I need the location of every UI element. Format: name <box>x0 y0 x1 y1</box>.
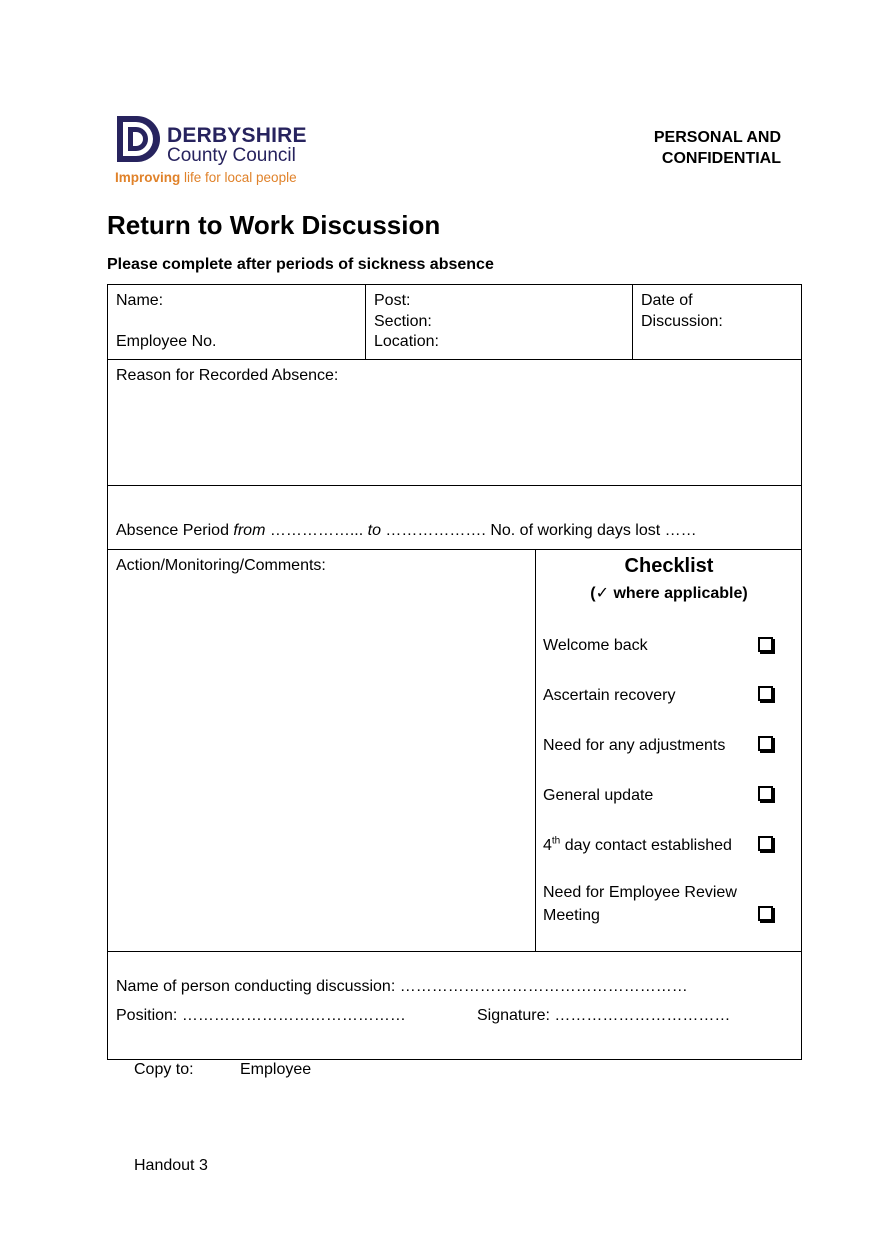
item5-rest: day contact established <box>560 837 732 854</box>
checklist-item-ascertain-recovery: Ascertain recovery <box>543 687 676 704</box>
item6-line2: Meeting <box>543 907 600 924</box>
page-title: Return to Work Discussion <box>107 210 441 240</box>
checkbox-ascertain-recovery[interactable] <box>758 686 773 701</box>
checkbox-welcome-back[interactable] <box>758 637 773 652</box>
council-logo-mark <box>115 114 165 169</box>
post-field[interactable]: Post: <box>374 292 411 309</box>
item5-sup: th <box>551 835 561 847</box>
return-to-work-form <box>107 284 802 1060</box>
row-divider <box>108 549 801 550</box>
checkbox-general-update[interactable] <box>758 786 773 801</box>
location-field[interactable]: Location: <box>374 333 439 350</box>
page-subtitle: Please complete after periods of sickness absence <box>107 256 494 273</box>
absence-dots-2: ………………. No. of working days lost …… <box>380 522 697 539</box>
section-field[interactable]: Section: <box>374 313 432 330</box>
column-divider <box>632 285 633 359</box>
employee-no-field[interactable]: Employee No. <box>116 333 217 350</box>
item6-line1: Need for Employee Review <box>543 884 737 901</box>
confidential-notice <box>654 127 781 169</box>
checkbox-4th-day-contact[interactable] <box>758 836 773 851</box>
confidential-line-2: CONFIDENTIAL <box>661 150 781 167</box>
date-label-line1: Date of <box>641 292 693 309</box>
item5-number: 4 <box>543 837 552 854</box>
absence-to: to <box>367 522 381 539</box>
checklist-item-adjustments: Need for any adjustments <box>543 737 726 754</box>
reason-for-absence-field[interactable]: Reason for Recorded Absence: <box>116 367 339 384</box>
checklist-title: Checklist <box>624 555 714 577</box>
confidential-line-1: PERSONAL AND <box>653 129 781 146</box>
checklist-item-4th-day-contact <box>543 834 732 857</box>
row-divider <box>108 951 801 952</box>
logo-tagline-rest: life for local people <box>180 170 297 185</box>
logo-tagline <box>115 170 297 186</box>
copy-to-employee: Employee <box>240 1061 312 1078</box>
absence-period-field[interactable] <box>116 520 697 541</box>
position-field[interactable]: Position: …………………………………… <box>116 1007 406 1024</box>
checkbox-adjustments[interactable] <box>758 736 773 751</box>
checklist-item-employee-review <box>543 881 737 927</box>
absence-from: from <box>233 522 266 539</box>
handout-label: Handout 3 <box>134 1157 208 1174</box>
checklist-item-general-update: General update <box>543 787 654 804</box>
column-divider <box>535 549 536 951</box>
row-divider <box>108 485 801 486</box>
column-divider <box>365 285 366 359</box>
logo-subname: County Council <box>167 145 296 166</box>
checkbox-employee-review[interactable] <box>758 906 773 921</box>
logo-tagline-bold: Improving <box>115 170 181 185</box>
name-field[interactable]: Name: <box>116 292 164 309</box>
logo-name: DERBYSHIRE <box>167 124 307 147</box>
date-of-discussion-field[interactable]: Discussion: <box>641 313 723 330</box>
absence-prefix: Absence Period <box>116 522 234 539</box>
row-divider <box>108 359 801 360</box>
signature-field[interactable]: Signature: …………………………… <box>477 1007 731 1024</box>
conducting-person-field[interactable]: Name of person conducting discussion: ……………………………………………… <box>116 978 688 995</box>
checklist-subtitle: (✓ where applicable) <box>590 585 748 602</box>
absence-dots-1: ……………... <box>265 522 368 539</box>
checklist-item-welcome-back: Welcome back <box>543 637 648 654</box>
copy-to-label: Copy to: <box>134 1061 194 1078</box>
action-monitoring-comments-field[interactable]: Action/Monitoring/Comments: <box>116 557 326 574</box>
